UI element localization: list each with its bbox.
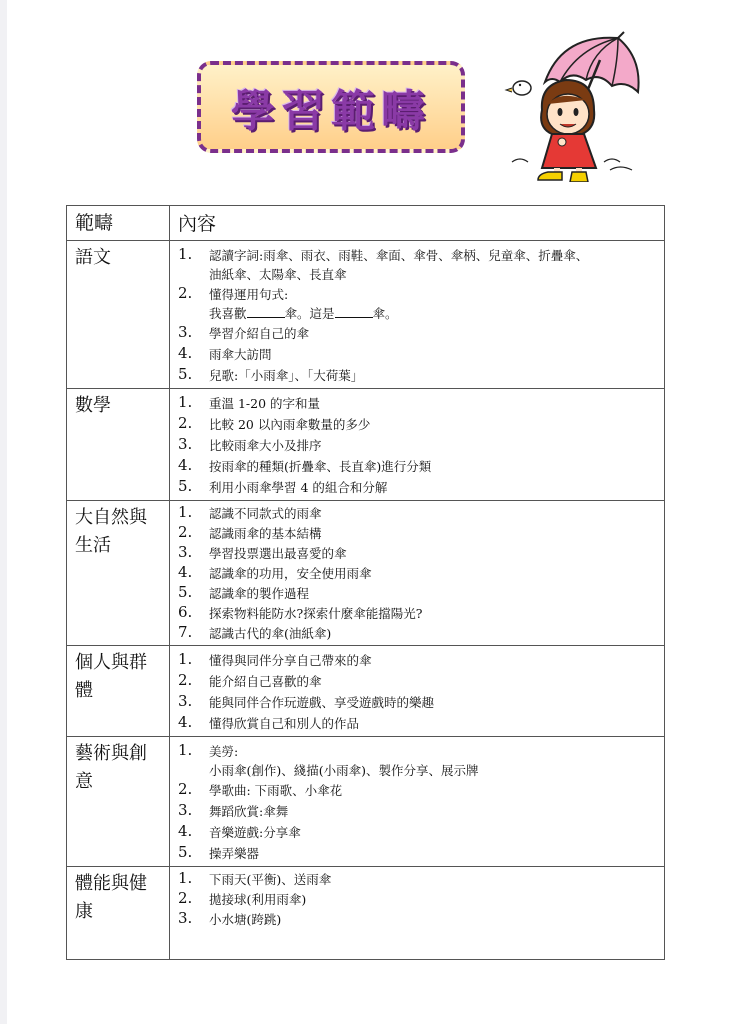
item-number: 2. — [178, 671, 193, 689]
item-number: 2. — [178, 523, 193, 541]
list-item — [178, 671, 664, 692]
list-item — [178, 543, 664, 563]
content-cell — [170, 389, 665, 501]
item-text: 學習投票選出最喜愛的傘 — [209, 546, 347, 561]
item-text: 認讀字詞:雨傘、雨衣、雨鞋、傘面、傘骨、傘柄、兒童傘、折疊傘、 — [209, 248, 589, 263]
content-cell — [170, 867, 665, 960]
item-number: 6. — [178, 603, 193, 621]
list-item — [178, 414, 664, 435]
item-text: 認識雨傘的基本結構 — [209, 526, 322, 541]
item-number: 1. — [178, 503, 193, 521]
item-text: 學習介紹自己的傘 — [209, 326, 310, 341]
item-number: 3. — [178, 323, 193, 341]
item-text: 小水塘(跨跳) — [209, 912, 282, 927]
table-header-row — [67, 206, 665, 241]
item-text: 能介紹自己喜歡的傘 — [209, 674, 322, 689]
list-item — [178, 869, 664, 889]
item-number: 4. — [178, 344, 193, 362]
table-row — [67, 501, 665, 646]
item-number: 1. — [178, 650, 193, 668]
list-item — [178, 713, 664, 734]
item-text: 能與同伴合作玩遊戲、享受遊戲時的樂趣 — [209, 695, 435, 710]
item-number: 2. — [178, 780, 193, 798]
item-text: 按雨傘的種類(折疊傘、長直傘)進行分類 — [209, 459, 432, 474]
item-number: 3. — [178, 543, 193, 561]
category-cell: 個人與群體 — [67, 646, 170, 737]
list-item — [178, 393, 664, 414]
learning-areas-table — [66, 205, 665, 960]
page-edge — [0, 0, 7, 1024]
item-text: 雨傘大訪問 — [209, 347, 272, 362]
list-item — [178, 523, 664, 543]
list-item — [178, 741, 664, 780]
item-number: 3. — [178, 435, 193, 453]
item-text: 下雨天(平衡)、送雨傘 — [209, 872, 332, 887]
list-item — [178, 323, 664, 344]
item-number: 4. — [178, 822, 193, 840]
list-item — [178, 623, 664, 643]
item-number: 4. — [178, 456, 193, 474]
item-number: 3. — [178, 692, 193, 710]
category-cell: 藝術與創意 — [67, 737, 170, 867]
table-row — [67, 737, 665, 867]
item-text: 小雨傘(創作)、綫描(小雨傘)、製作分享、展示牌 — [209, 763, 479, 778]
item-number: 4. — [178, 713, 193, 731]
list-item — [178, 801, 664, 822]
item-number: 5. — [178, 583, 193, 601]
sentence-pattern — [209, 304, 664, 323]
list-item — [178, 692, 664, 713]
pattern-part: 我喜歡 — [209, 306, 247, 321]
content-cell — [170, 737, 665, 867]
content-cell — [170, 501, 665, 646]
item-number: 1. — [178, 869, 193, 887]
category-cell: 數學 — [67, 389, 170, 501]
item-text: 舞蹈欣賞:傘舞 — [209, 804, 289, 819]
list-item — [178, 245, 664, 284]
list-item — [178, 603, 664, 623]
item-text: 美勞: — [209, 744, 239, 759]
item-text: 利用小雨傘學習 4 的組合和分解 — [209, 480, 388, 495]
category-cell: 大自然與生活 — [67, 501, 170, 646]
item-number: 1. — [178, 393, 193, 411]
item-text: 懂得欣賞自己和別人的作品 — [209, 716, 360, 731]
item-text: 認識不同款式的雨傘 — [209, 506, 322, 521]
item-text: 拋接球(利用雨傘) — [209, 892, 307, 907]
pattern-part: 傘。 — [372, 306, 398, 321]
table-row — [67, 867, 665, 960]
content-cell — [170, 241, 665, 389]
item-number: 5. — [178, 477, 193, 495]
item-text: 比較雨傘大小及排序 — [209, 438, 322, 453]
title-banner — [197, 61, 465, 153]
list-item — [178, 284, 664, 323]
fill-blank — [335, 305, 373, 318]
list-item — [178, 456, 664, 477]
item-text: 認識傘的功用，安全使用雨傘 — [209, 566, 372, 581]
item-text: 學歌曲: 下雨歌、小傘花 — [209, 783, 343, 798]
item-text: 認識古代的傘(油紙傘) — [209, 626, 332, 641]
item-text: 兒歌:「小雨傘」、「大荷葉」 — [209, 368, 364, 383]
item-number: 5. — [178, 365, 193, 383]
item-number: 2. — [178, 284, 193, 302]
list-item — [178, 650, 664, 671]
item-text: 懂得運用句式: — [209, 287, 289, 302]
table-row — [67, 646, 665, 737]
item-text: 重溫 1-20 的字和量 — [209, 396, 321, 411]
list-item — [178, 435, 664, 456]
item-text: 比較 20 以內雨傘數量的多少 — [209, 417, 371, 432]
item-text: 探索物料能防水?探索什麼傘能擋陽光? — [209, 606, 423, 621]
list-item — [178, 365, 664, 386]
item-number: 7. — [178, 623, 193, 641]
list-item — [178, 583, 664, 603]
item-text: 認識傘的製作過程 — [209, 586, 310, 601]
category-cell: 語文 — [67, 241, 170, 389]
list-item — [178, 503, 664, 523]
header-category: 範疇 — [67, 206, 170, 241]
item-number: 2. — [178, 889, 193, 907]
list-item — [178, 843, 664, 864]
item-number: 2. — [178, 414, 193, 432]
girl-with-umbrella-illustration — [500, 30, 650, 182]
pattern-part: 傘。這是 — [284, 306, 335, 321]
item-number: 3. — [178, 909, 193, 927]
item-number: 5. — [178, 843, 193, 861]
item-text: 懂得與同伴分享自己帶來的傘 — [209, 653, 372, 668]
header-content: 內容 — [170, 206, 665, 241]
content-cell — [170, 646, 665, 737]
list-item — [178, 344, 664, 365]
item-text: 音樂遊戲:分享傘 — [209, 825, 301, 840]
list-item — [178, 563, 664, 583]
table-row — [67, 241, 665, 389]
item-number: 3. — [178, 801, 193, 819]
category-cell: 體能與健康 — [67, 867, 170, 960]
list-item — [178, 822, 664, 843]
list-item — [178, 909, 664, 929]
page-title: 學習範疇 — [231, 86, 431, 137]
list-item — [178, 477, 664, 498]
table-row — [67, 389, 665, 501]
list-item — [178, 780, 664, 801]
item-number: 1. — [178, 741, 193, 759]
item-text: 操弄樂器 — [209, 846, 260, 861]
item-number: 1. — [178, 245, 193, 263]
item-number: 4. — [178, 563, 193, 581]
list-item — [178, 889, 664, 909]
item-text: 油紙傘、太陽傘、長直傘 — [209, 267, 347, 282]
fill-blank — [247, 305, 285, 318]
